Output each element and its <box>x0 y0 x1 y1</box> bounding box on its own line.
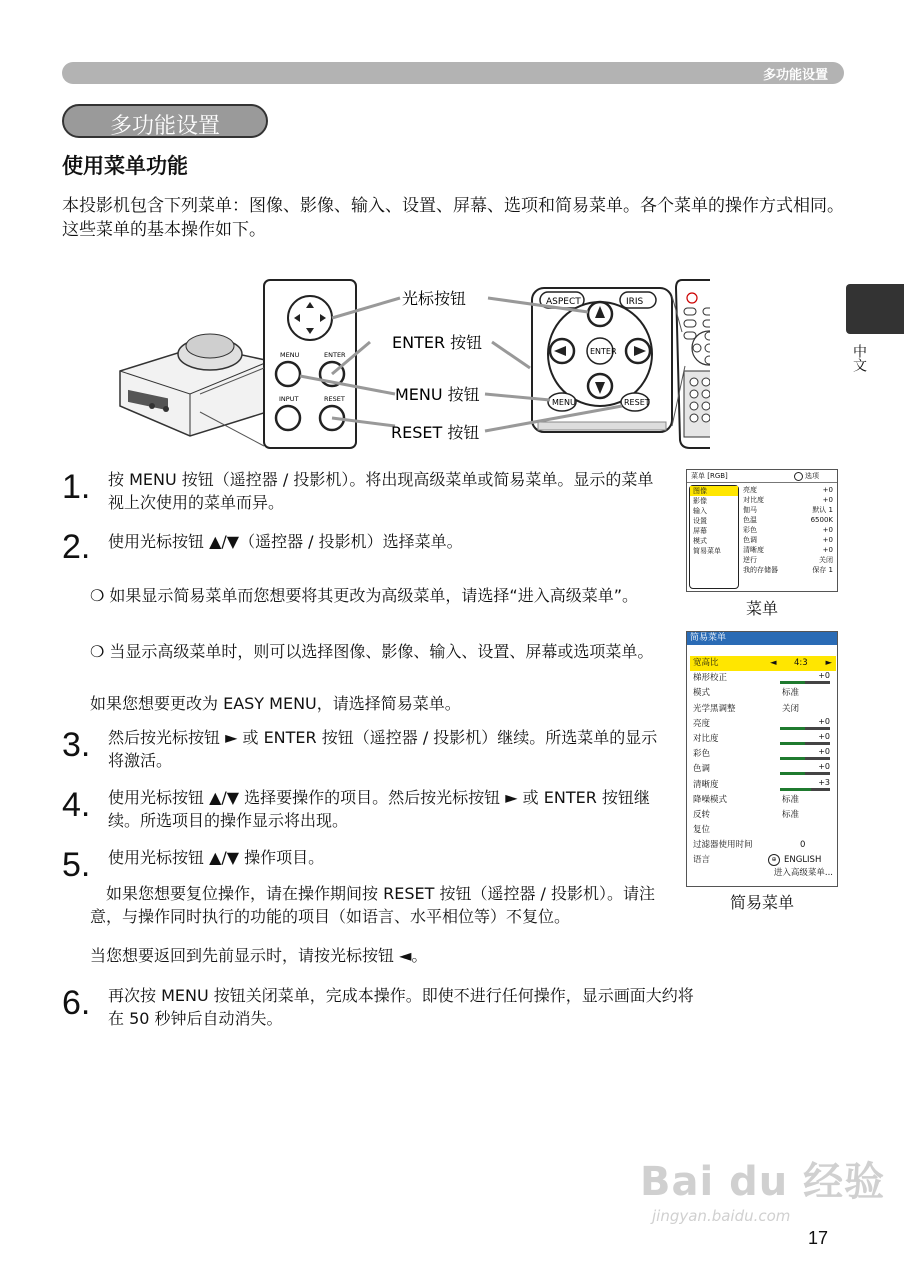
back-note: 当您想要返回到先前显示时，请按光标按钮 ◄。 <box>90 946 428 965</box>
label-enter-button: ENTER 按钮 <box>392 333 483 352</box>
menu-category[interactable]: 设置 <box>693 517 707 525</box>
remote-control-illustration <box>672 280 710 448</box>
easy-menu-brightness[interactable]: 亮度 +0 <box>693 716 830 729</box>
step-1-number: 1. <box>62 468 91 506</box>
easy-menu-contrast[interactable]: 对比度 +0 <box>693 731 830 744</box>
menu-items <box>743 485 837 575</box>
easy-menu-reset[interactable]: 复位 <box>693 825 711 836</box>
sharpness-slider[interactable] <box>780 788 830 791</box>
menu-item[interactable]: 伽马 默认 1 <box>743 506 833 514</box>
label-menu-button: MENU 按钮 <box>395 385 480 404</box>
header-section-label: 多功能设置 <box>762 68 828 83</box>
step-2-text: 使用光标按钮 ▲/▼（遥控器 / 投影机）选择菜单。 <box>108 532 463 551</box>
keystone-slider[interactable] <box>780 681 830 684</box>
menu-item[interactable]: 我的存储器 保存 1 <box>743 566 833 574</box>
easy-menu-black[interactable]: 光学黑调整 关闭 <box>693 703 800 714</box>
step-5-number: 5. <box>62 846 91 884</box>
menu-category[interactable]: 屏幕 <box>693 527 707 535</box>
menu-category[interactable]: 影像 <box>693 497 707 505</box>
menu-header <box>687 470 837 483</box>
step-3-text: 然后按光标按钮 ► 或 ENTER 按钮（遥控器 / 投影机）继续。所选菜单的显示将激活。 <box>108 728 658 770</box>
step-4-text: 使用光标按钮 ▲/▼ 选择要操作的项目。然后按光标按钮 ► 或 ENTER 按钮继续。所选项目的操作显示将出现。 <box>108 788 650 830</box>
easy-menu-language[interactable]: 语言 ⊕ ENGLISH <box>693 855 822 866</box>
panel-menu-label: MENU <box>280 351 300 359</box>
menu-item[interactable]: 逆行 关闭 <box>743 556 833 564</box>
remote-iris-label: IRIS <box>626 297 644 307</box>
menu-item[interactable]: 色温 6500K <box>743 516 833 524</box>
remote-reset-label: RESET <box>624 398 650 407</box>
step-6-text: 再次按 MENU 按钮关闭菜单，完成本操作。即使不进行任何操作，显示画面大约将在 50 秒钟后自动消失。 <box>108 986 694 1028</box>
page-number: 17 <box>808 1228 829 1248</box>
step-3-number: 3. <box>62 726 91 764</box>
language-tab-label: 中文 <box>851 344 867 372</box>
easy-menu-mode[interactable]: 模式 标准 <box>693 688 800 699</box>
easy-menu-screenshot <box>686 631 838 887</box>
watermark-brand: Bai du 经验 <box>640 1159 886 1205</box>
projector-illustration <box>120 334 270 436</box>
easy-menu-mirror[interactable]: 反转 标准 <box>693 809 800 820</box>
easy-menu-keystone[interactable]: 梯形校正 +0 <box>693 671 830 684</box>
language-tab <box>846 284 904 334</box>
menu-caption: 菜单 <box>745 599 778 618</box>
easy-menu-note: 如果您想要更改为 EASY MENU，请选择简易菜单。 <box>90 694 461 713</box>
remote-enter-label: ENTER <box>590 347 617 356</box>
easy-menu-noise[interactable]: 降噪模式 标准 <box>693 794 800 805</box>
step-5-text: 使用光标按钮 ▲/▼ 操作项目。 <box>108 848 325 867</box>
bullet-advanced-menus: ❍ 当显示高级菜单时，则可以选择图像、影像、输入、设置、屏幕或选项菜单。 <box>90 642 654 661</box>
easy-menu-aspect[interactable]: 宽高比 ◄ 4:3 ► <box>690 656 836 671</box>
baidu-watermark <box>640 1150 885 1225</box>
arrow-right-icon[interactable]: ► <box>825 658 832 668</box>
step-6-number: 6. <box>62 984 91 1022</box>
menu-item[interactable]: 亮度 +0 <box>743 486 833 494</box>
easy-menu-title: 简易菜单 <box>687 632 837 645</box>
easy-menu-caption: 简易菜单 <box>729 893 794 912</box>
step-1-text: 按 MENU 按钮（遥控器 / 投影机）。将出现高级菜单或简易菜单。显示的菜单视上次使用的菜单而异。 <box>108 470 654 512</box>
easy-menu-filter-time[interactable]: 过滤器使用时间 0 <box>693 840 806 851</box>
easy-menu-tint[interactable]: 色调 +0 <box>693 762 830 775</box>
menu-item[interactable]: 彩色 +0 <box>743 526 833 534</box>
label-reset-button: RESET 按钮 <box>391 423 480 442</box>
menu-category[interactable]: 图像 <box>690 486 738 496</box>
menu-item[interactable]: 清晰度 +0 <box>743 546 833 554</box>
menu-item[interactable]: 色调 +0 <box>743 536 833 544</box>
menu-category[interactable]: 模式 <box>693 537 707 545</box>
reset-note: 如果您想要复位操作，请在操作期间按 RESET 按钮（遥控器 / 投影机）。请注意，与操作同时执行的功能的项目（如语言、水平相位等）不复位。 <box>90 884 656 926</box>
easy-menu-color[interactable]: 彩色 +0 <box>693 747 830 760</box>
menu-item[interactable]: 对比度 +0 <box>743 496 833 504</box>
easy-menu-list <box>690 656 836 869</box>
section-title-pill <box>62 104 268 138</box>
menu-header-option-label: 选项 <box>805 472 819 480</box>
easy-menu-sharpness[interactable]: 清晰度 +3 <box>693 777 830 790</box>
menu-header-title: 菜单 [RGB] <box>691 472 728 480</box>
arrow-left-icon[interactable]: ◄ <box>770 658 777 668</box>
header-bar <box>62 62 844 84</box>
step-4-number: 4. <box>62 786 91 824</box>
panel-enter-label: ENTER <box>324 351 346 359</box>
bullet-easy-to-advanced: ❍ 如果显示简易菜单而您想要将其更改为高级菜单，请选择“进入高级菜单”。 <box>90 586 639 605</box>
intro-paragraph: 本投影机包含下列菜单：图像、影像、输入、设置、屏幕、选项和简易菜单。各个菜单的操作方式相同。这些菜单的基本操作如下。 <box>62 196 844 240</box>
remote-aspect-label: ASPECT <box>546 297 581 307</box>
easy-menu-advanced-link[interactable]: 进入高级菜单... <box>773 868 833 878</box>
section-title: 多功能设置 <box>109 114 220 139</box>
watermark-url: jingyan.baidu.com <box>652 1207 791 1225</box>
menu-option-icon <box>794 472 803 481</box>
menu-category[interactable]: 简易菜单 <box>693 547 721 555</box>
panel-reset-label: RESET <box>324 395 345 403</box>
advanced-menu-screenshot <box>686 469 838 592</box>
menu-header-option <box>794 470 819 482</box>
globe-icon: ⊕ <box>768 854 780 866</box>
step-2-number: 2. <box>62 528 91 566</box>
button-diagram <box>110 276 710 456</box>
label-cursor-button: 光标按钮 <box>402 289 467 308</box>
panel-input-label: INPUT <box>279 395 299 403</box>
menu-categories <box>689 485 739 589</box>
menu-category[interactable]: 输入 <box>693 507 707 515</box>
remote-menu-label: MENU <box>552 398 576 407</box>
page-heading: 使用菜单功能 <box>62 154 188 178</box>
